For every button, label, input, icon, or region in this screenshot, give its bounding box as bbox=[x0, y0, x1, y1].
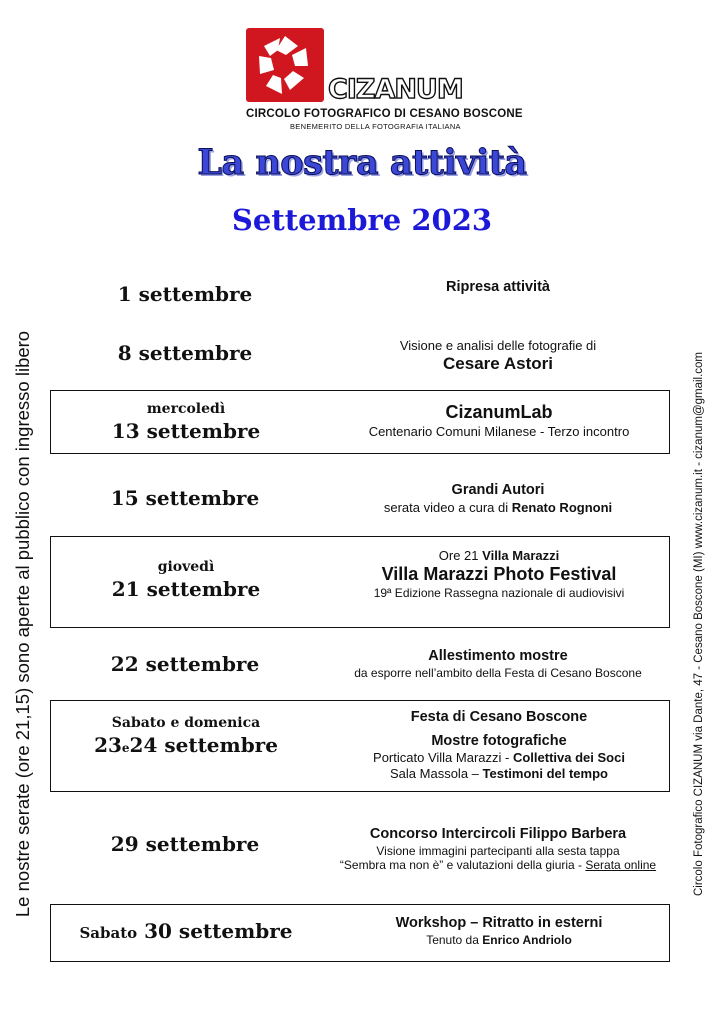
side-note-right: Circolo Fotografico CIZANUM via Dante, 47 - Cesano Boscone (MI) www.cizanum.it - cizanum@gmail.com bbox=[693, 351, 705, 897]
event-description: Ore 21 Villa Marazzi Villa Marazzi Photo Festival 19ª Edizione Rassegna nazionale di audiovisivi bbox=[373, 548, 625, 600]
club-subtitle: BENEMERITO DELLA FOTOGRAFIA ITALIANA bbox=[290, 122, 461, 131]
event-date: 29 settembre bbox=[110, 832, 260, 856]
event-row-boxed bbox=[50, 536, 670, 628]
event-row bbox=[50, 334, 670, 380]
club-logo bbox=[246, 28, 523, 138]
event-row bbox=[50, 824, 670, 880]
event-row-boxed bbox=[50, 904, 670, 962]
event-description: Ripresa attività bbox=[446, 279, 550, 295]
event-description: Festa di Cesano Boscone Mostre fotografiche Porticato Villa Marazzi - Collettiva dei Soci Sala Massola – Testimoni del tempo bbox=[373, 709, 625, 782]
event-description: Grandi Autori serata video a cura di Renato Rognoni bbox=[383, 482, 613, 515]
event-date: Sabato 30 settembre bbox=[79, 919, 293, 943]
event-date: 1 settembre bbox=[117, 282, 253, 306]
event-description: Allestimento mostre da esporre nell’ambito della Festa di Cesano Boscone bbox=[354, 648, 642, 680]
event-date: giovedì 21 settembre bbox=[111, 559, 261, 601]
event-date: 22 settembre bbox=[110, 652, 260, 676]
event-date: mercoledì 13 settembre bbox=[111, 401, 261, 443]
side-note-left: Le nostre serate (ore 21,15) sono aperte al pubblico con ingresso libero bbox=[12, 330, 33, 918]
online-link[interactable]: Serata online bbox=[585, 858, 657, 873]
event-row bbox=[50, 276, 670, 316]
event-date: Sabato e domenica 23e24 settembre bbox=[94, 715, 278, 757]
aperture-logo-icon bbox=[246, 28, 324, 102]
month-title: Settembre 2023 bbox=[231, 203, 493, 237]
event-row-boxed bbox=[50, 700, 670, 792]
page-title: La nostra attività bbox=[197, 142, 527, 183]
event-description: Workshop – Ritratto in esterni Tenuto da Enrico Andriolo bbox=[395, 915, 603, 947]
event-description: Visione e analisi delle fotografie di Cesare Astori bbox=[399, 338, 597, 373]
event-description: CizanumLab Centenario Comuni Milanese - Terzo incontro bbox=[368, 402, 630, 439]
event-date: 15 settembre bbox=[110, 486, 260, 510]
event-row bbox=[50, 646, 670, 690]
event-date: 8 settembre bbox=[117, 341, 253, 365]
event-row-boxed bbox=[50, 390, 670, 454]
club-name: CIRCOLO FOTOGRAFICO DI CESANO BOSCONE bbox=[246, 108, 523, 120]
event-row bbox=[50, 478, 670, 526]
brand-name: CIZANUM bbox=[328, 74, 463, 105]
event-description: Concorso Intercircoli Filippo Barbera Visione immagini partecipanti alla sesta tappa “Sembra ma non è” e valutazioni della giuria - Serata online bbox=[339, 826, 657, 873]
